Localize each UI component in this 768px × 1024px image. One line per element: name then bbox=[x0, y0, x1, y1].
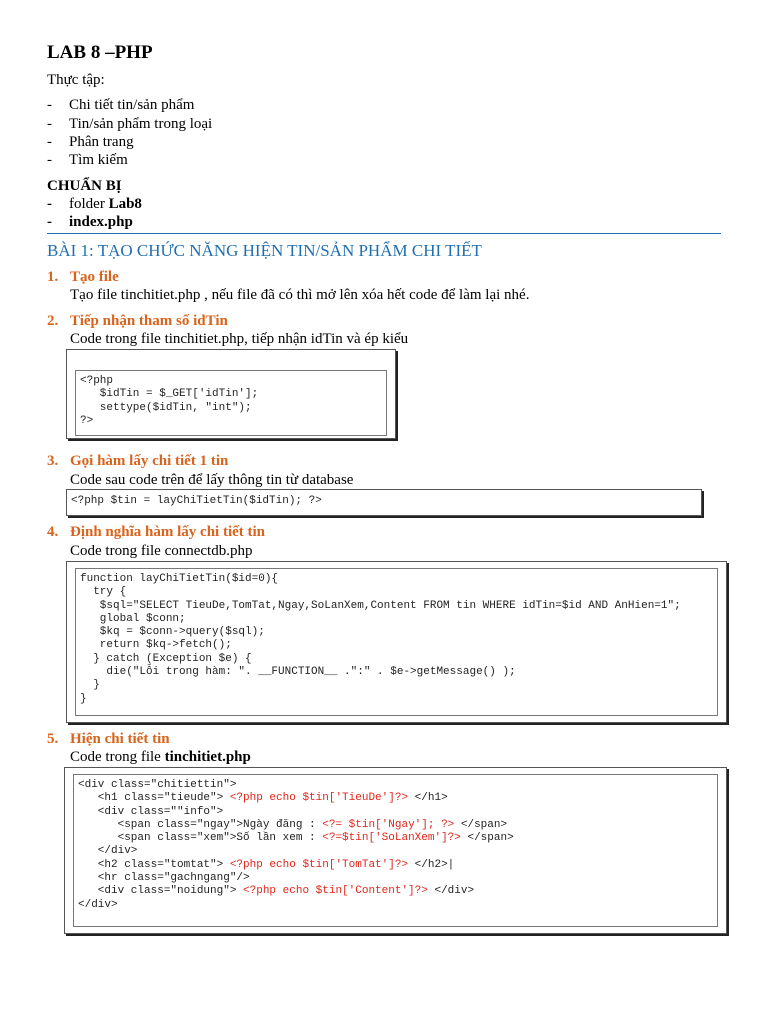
step-number: 3. bbox=[47, 453, 59, 469]
php-snippet: <?=$tin['SoLanXem']?> bbox=[322, 832, 461, 845]
php-snippet: <?php echo $tin['TomTat']?> bbox=[229, 858, 409, 871]
step-description: Code trong file connectdb.php bbox=[70, 543, 253, 559]
desc-filename: tinchitiet.php bbox=[164, 749, 251, 765]
step-title: Hiện chi tiết tin bbox=[70, 731, 170, 747]
php-snippet: <?= $tin['Ngay']; ?> bbox=[322, 818, 455, 831]
html-snippet: </h2>| bbox=[408, 858, 455, 871]
step-description bbox=[70, 749, 251, 766]
list-item: Tìm kiếm bbox=[69, 152, 128, 168]
list-dash: - bbox=[47, 152, 52, 168]
html-snippet: <div class=""info"> bbox=[78, 805, 224, 818]
prep-item-bold: index.php bbox=[69, 214, 133, 230]
html-snippet: <span class="ngay">Ngày đăng : bbox=[78, 818, 323, 831]
prep-heading: CHUẨN BỊ bbox=[47, 178, 122, 194]
html-snippet: </h1> bbox=[408, 792, 448, 805]
list-dash: - bbox=[47, 134, 52, 150]
step-description: Code sau code trên để lấy thông tin từ database bbox=[70, 472, 354, 488]
list-dash: - bbox=[47, 196, 52, 212]
html-snippet: </div> bbox=[78, 898, 118, 911]
prep-item-prefix: folder bbox=[69, 196, 109, 212]
list-item bbox=[69, 214, 133, 231]
intro-label: Thực tập: bbox=[47, 72, 105, 88]
code-frame bbox=[73, 774, 718, 927]
doc-title: LAB 8 –PHP bbox=[47, 42, 153, 63]
php-snippet: <?php echo $tin['TieuDe']?> bbox=[229, 792, 409, 805]
step-number: 1. bbox=[47, 269, 59, 285]
step-description: Tạo file tinchitiet.php , nếu file đã có thì mở lên xóa hết code để làm lại nhé. bbox=[70, 287, 530, 303]
step-number: 5. bbox=[47, 731, 59, 747]
list-dash: - bbox=[47, 97, 52, 113]
code-block bbox=[66, 489, 702, 516]
prep-item-bold: Lab8 bbox=[108, 196, 142, 212]
code-block bbox=[64, 767, 727, 934]
section-heading: BÀI 1: TẠO CHỨC NĂNG HIỆN TIN/SẢN PHẨM CHI TIẾT bbox=[47, 241, 482, 260]
section-divider bbox=[47, 233, 721, 234]
html-snippet: </span> bbox=[454, 818, 508, 831]
code-text bbox=[74, 775, 717, 916]
list-item: Phân trang bbox=[69, 134, 134, 150]
html-snippet: <h1 class="tieude"> bbox=[78, 792, 230, 805]
step-number: 2. bbox=[47, 313, 59, 329]
step-title: Gọi hàm lấy chi tiết 1 tin bbox=[70, 453, 229, 469]
list-dash: - bbox=[47, 214, 52, 230]
step-title: Tạo file bbox=[70, 269, 119, 285]
step-title: Định nghĩa hàm lấy chi tiết tin bbox=[70, 524, 266, 540]
html-snippet: <div class="chitiettin"> bbox=[78, 779, 237, 791]
php-snippet: <?php echo $tin['Content']?> bbox=[243, 885, 428, 898]
code-block bbox=[66, 561, 727, 723]
html-snippet: <hr class="gachngang"/> bbox=[78, 872, 250, 885]
step-number: 4. bbox=[47, 524, 59, 540]
code-text: function layChiTietTin($id=0){ try { $sql="SELECT TieuDe,TomTat,Ngay,SoLanXem,Content FROM tin WHERE idTin=$id AND AnHien=1"; global $conn; $kq = $conn->query($sql); return $kq->fetch(); } catch (Exception $e) { die("Lỗi trong hàm: ". __FUNCTION__ .":" . $e->getMessage() ); } } bbox=[80, 573, 681, 705]
code-frame bbox=[75, 370, 387, 436]
list-item: Tin/sản phẩm trong loại bbox=[69, 116, 213, 132]
step-description: Code trong file tinchitiet.php, tiếp nhận idTin và ép kiểu bbox=[70, 331, 409, 347]
code-block bbox=[66, 349, 396, 439]
list-dash: - bbox=[47, 116, 52, 132]
desc-prefix: Code trong file bbox=[70, 749, 165, 765]
html-snippet: <div class="noidung"> bbox=[78, 885, 244, 898]
html-snippet: </div> bbox=[427, 885, 475, 898]
code-text: <?php $tin = layChiTietTin($idTin); ?> bbox=[71, 495, 322, 507]
list-item bbox=[69, 196, 142, 213]
step-title: Tiếp nhận tham số idTin bbox=[70, 313, 228, 329]
html-snippet: <h2 class="tomtat"> bbox=[78, 858, 230, 871]
code-text: <?php $idTin = $_GET['idTin']; settype($idTin, "int"); ?> bbox=[80, 375, 259, 427]
code-frame bbox=[75, 568, 718, 716]
html-snippet: <span class="xem">Số lần xem : bbox=[78, 832, 323, 845]
html-snippet: </div> bbox=[78, 845, 138, 858]
html-snippet: </span> bbox=[460, 832, 514, 845]
list-item: Chi tiết tin/sản phẩm bbox=[69, 97, 195, 113]
